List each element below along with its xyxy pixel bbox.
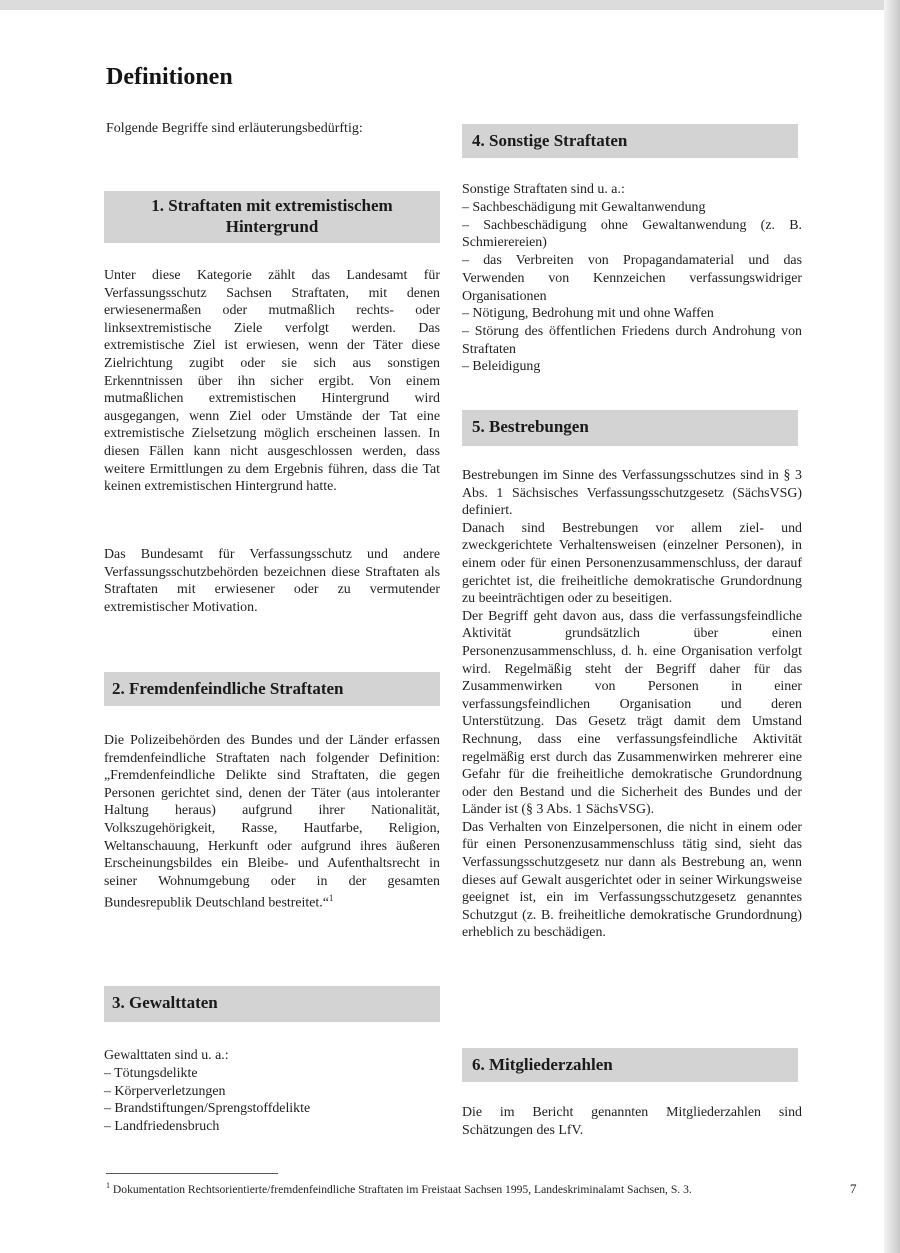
section-1-paragraph-1: Unter diese Kategorie zählt das Landesamt für Verfassungsschutz Sachsen Straftaten, mit denen erwiesenermaßen oder mutmaßlich rechts- oder linksextremistische Ziele verfolgt werden. Das extremistische Ziel ist erwiesen, wenn der Täter diese Zielrichtung zugibt oder sie sich aus sonstigen Erkenntnissen über ihn sicher ergibt. Von einem mutmaßlichen extremistischen Hintergrund wird ausgegangen, wenn Ziel oder Umstände der Tat eine extremistische Zielsetzung möglich erscheinen lassen. In diesen Fällen kann nicht ausgeschlossen werden, dass weitere Ermittlungen zu dem Ergebnis führen, dass die Tat keinen extremistischen Hintergrund hatte. xyxy=(104,268,440,495)
list-item: – Sachbeschädigung mit Gewaltanwendung xyxy=(462,200,706,215)
scan-top-border xyxy=(0,0,900,10)
section-3-intro: Gewalttaten sind u. a.: xyxy=(104,1048,229,1063)
list-item: – Körperverletzungen xyxy=(104,1083,226,1099)
section-5-paragraph-3: Der Begriff geht davon aus, dass die verfassungsfeindliche Aktivität grundsätzlich über einen Personenzusammenschluss, d. h. eine Organisation verfolgt wird. Regelmäßig steht der Begriff daher für das Zusammenwirken von Personen in einer verfassungsfeindlichen Organisation und deren Unterstützung. Das Gesetz trägt damit dem Umstand Rechnung, dass eine verfassungsfeindliche Aktivität regelmäßig erst durch das Zusammenwirken mehrerer eine Gefahr für die freiheitliche demokratische Grundordnung oder den Bestand und die Sicherheit des Bundes und der Länder ist (§ 3 Abs. 1 SächsVSG). xyxy=(462,608,802,818)
section-2-text: Die Polizeibehörden des Bundes und der Länder erfassen fremdenfeindliche Straftaten nach folgender Definition: „Fremdenfeindliche Delikte sind Straftaten, die gegen Personen gerichtet sind, denen der Täter (aus intoleranter Haltung heraus) aufgrund ihrer Nationalität, Volkszugehörigkeit, Rasse, Hautfarbe, Religion, Weltanschauung, Herkunft oder aufgrund ihres äußeren Erscheinungsbildes ein Bleibe- und Aufenthaltsrecht in seiner Wohnumgebung oder in der gesamten Bundesrepublik Deutschland bestreitet.“ xyxy=(104,733,440,911)
list-item: – Nötigung, Bedrohung mit und ohne Waffen xyxy=(462,306,714,322)
section-2-heading: 2. Fremdenfeindliche Straftaten xyxy=(104,672,440,706)
footnote-text: Dokumentation Rechtsorientierte/fremdenfeindliche Straftaten im Freistaat Sachsen 1995, Landeskriminalamt Sachsen, S. 3. xyxy=(112,1182,692,1196)
footnote xyxy=(106,1181,692,1196)
section-4-heading: 4. Sonstige Straftaten xyxy=(462,124,798,158)
section-5-body xyxy=(462,467,802,942)
section-1-paragraph-2: Das Bundesamt für Verfassungsschutz und andere Verfassungsschutzbehörden bezeichnen diese Straftaten als Straftaten mit erwiesener oder zu vermutender extremistischer Motivation. xyxy=(104,547,440,615)
list-item: – Brandstiftungen/Sprengstoffdelikte xyxy=(104,1101,311,1117)
list-item: – das Verbreiten von Propagandamaterial und das Verwenden von Kennzeichen verfassungswidriger Organisationen xyxy=(462,253,802,304)
scan-right-edge xyxy=(884,0,900,1253)
list-item: – Sachbeschädigung ohne Gewaltanwendung (z. B. Schmierereien) xyxy=(462,217,802,251)
page-title: Definitionen xyxy=(106,64,233,90)
section-3-list xyxy=(104,1065,440,1136)
section-4-list xyxy=(462,199,802,376)
section-3-heading: 3. Gewalttaten xyxy=(104,986,440,1022)
footnote-ref[interactable]: 1 xyxy=(328,893,334,904)
section-6-heading: 6. Mitgliederzahlen xyxy=(462,1048,798,1082)
intro-text: Folgende Begriffe sind erläuterungsbedürftig: xyxy=(106,121,363,136)
section-5-heading: 5. Bestrebungen xyxy=(462,410,798,446)
footnote-marker: 1 xyxy=(106,1181,110,1190)
section-2-paragraph xyxy=(104,732,440,913)
list-item: – Tötungsdelikte xyxy=(104,1066,198,1081)
section-5-paragraph-2: Danach sind Bestrebungen vor allem ziel- und zweckgerichtete Verhaltensweisen (einzelner Personen), in einem oder für einen Personenzusammenschluss, der darauf gerichtet ist, die freiheitliche demokratische Grundordnung zu beeinträchtigen oder zu beseitigen. xyxy=(462,520,802,607)
list-item: – Störung des öffentlichen Friedens durch Androhung von Straftaten xyxy=(462,323,802,357)
section-4-intro: Sonstige Straftaten sind u. a.: xyxy=(462,182,625,197)
list-item: – Landfriedensbruch xyxy=(104,1119,220,1135)
page-number: 7 xyxy=(850,1181,857,1196)
section-5-paragraph-1: Bestrebungen im Sinne des Verfassungsschutzes sind in § 3 Abs. 1 Sächsisches Verfassungsschutzgesetz (SächsVSG) definiert. xyxy=(462,468,802,519)
list-item: – Beleidigung xyxy=(462,359,541,375)
section-1-heading: 1. Straftaten mit extremistischem Hintergrund xyxy=(104,191,440,243)
section-6-paragraph: Die im Bericht genannten Mitgliederzahlen sind Schätzungen des LfV. xyxy=(462,1105,802,1138)
footnote-divider xyxy=(106,1173,278,1174)
section-5-paragraph-4: Das Verhalten von Einzelpersonen, die nicht in einem oder für einen Personenzusammenschluss tätig sind, sieht das Verfassungsschutzgesetz nur dann als Bestrebung an, wenn dieses auf Gewalt ausgerichtet oder in seiner Wirkungsweise geeignet ist, ein im Verfassungsschutzgesetz genanntes Schutzgut (z. B. freiheitliche demokratische Grundordnung) erheblich zu beschädigen. xyxy=(462,819,802,941)
